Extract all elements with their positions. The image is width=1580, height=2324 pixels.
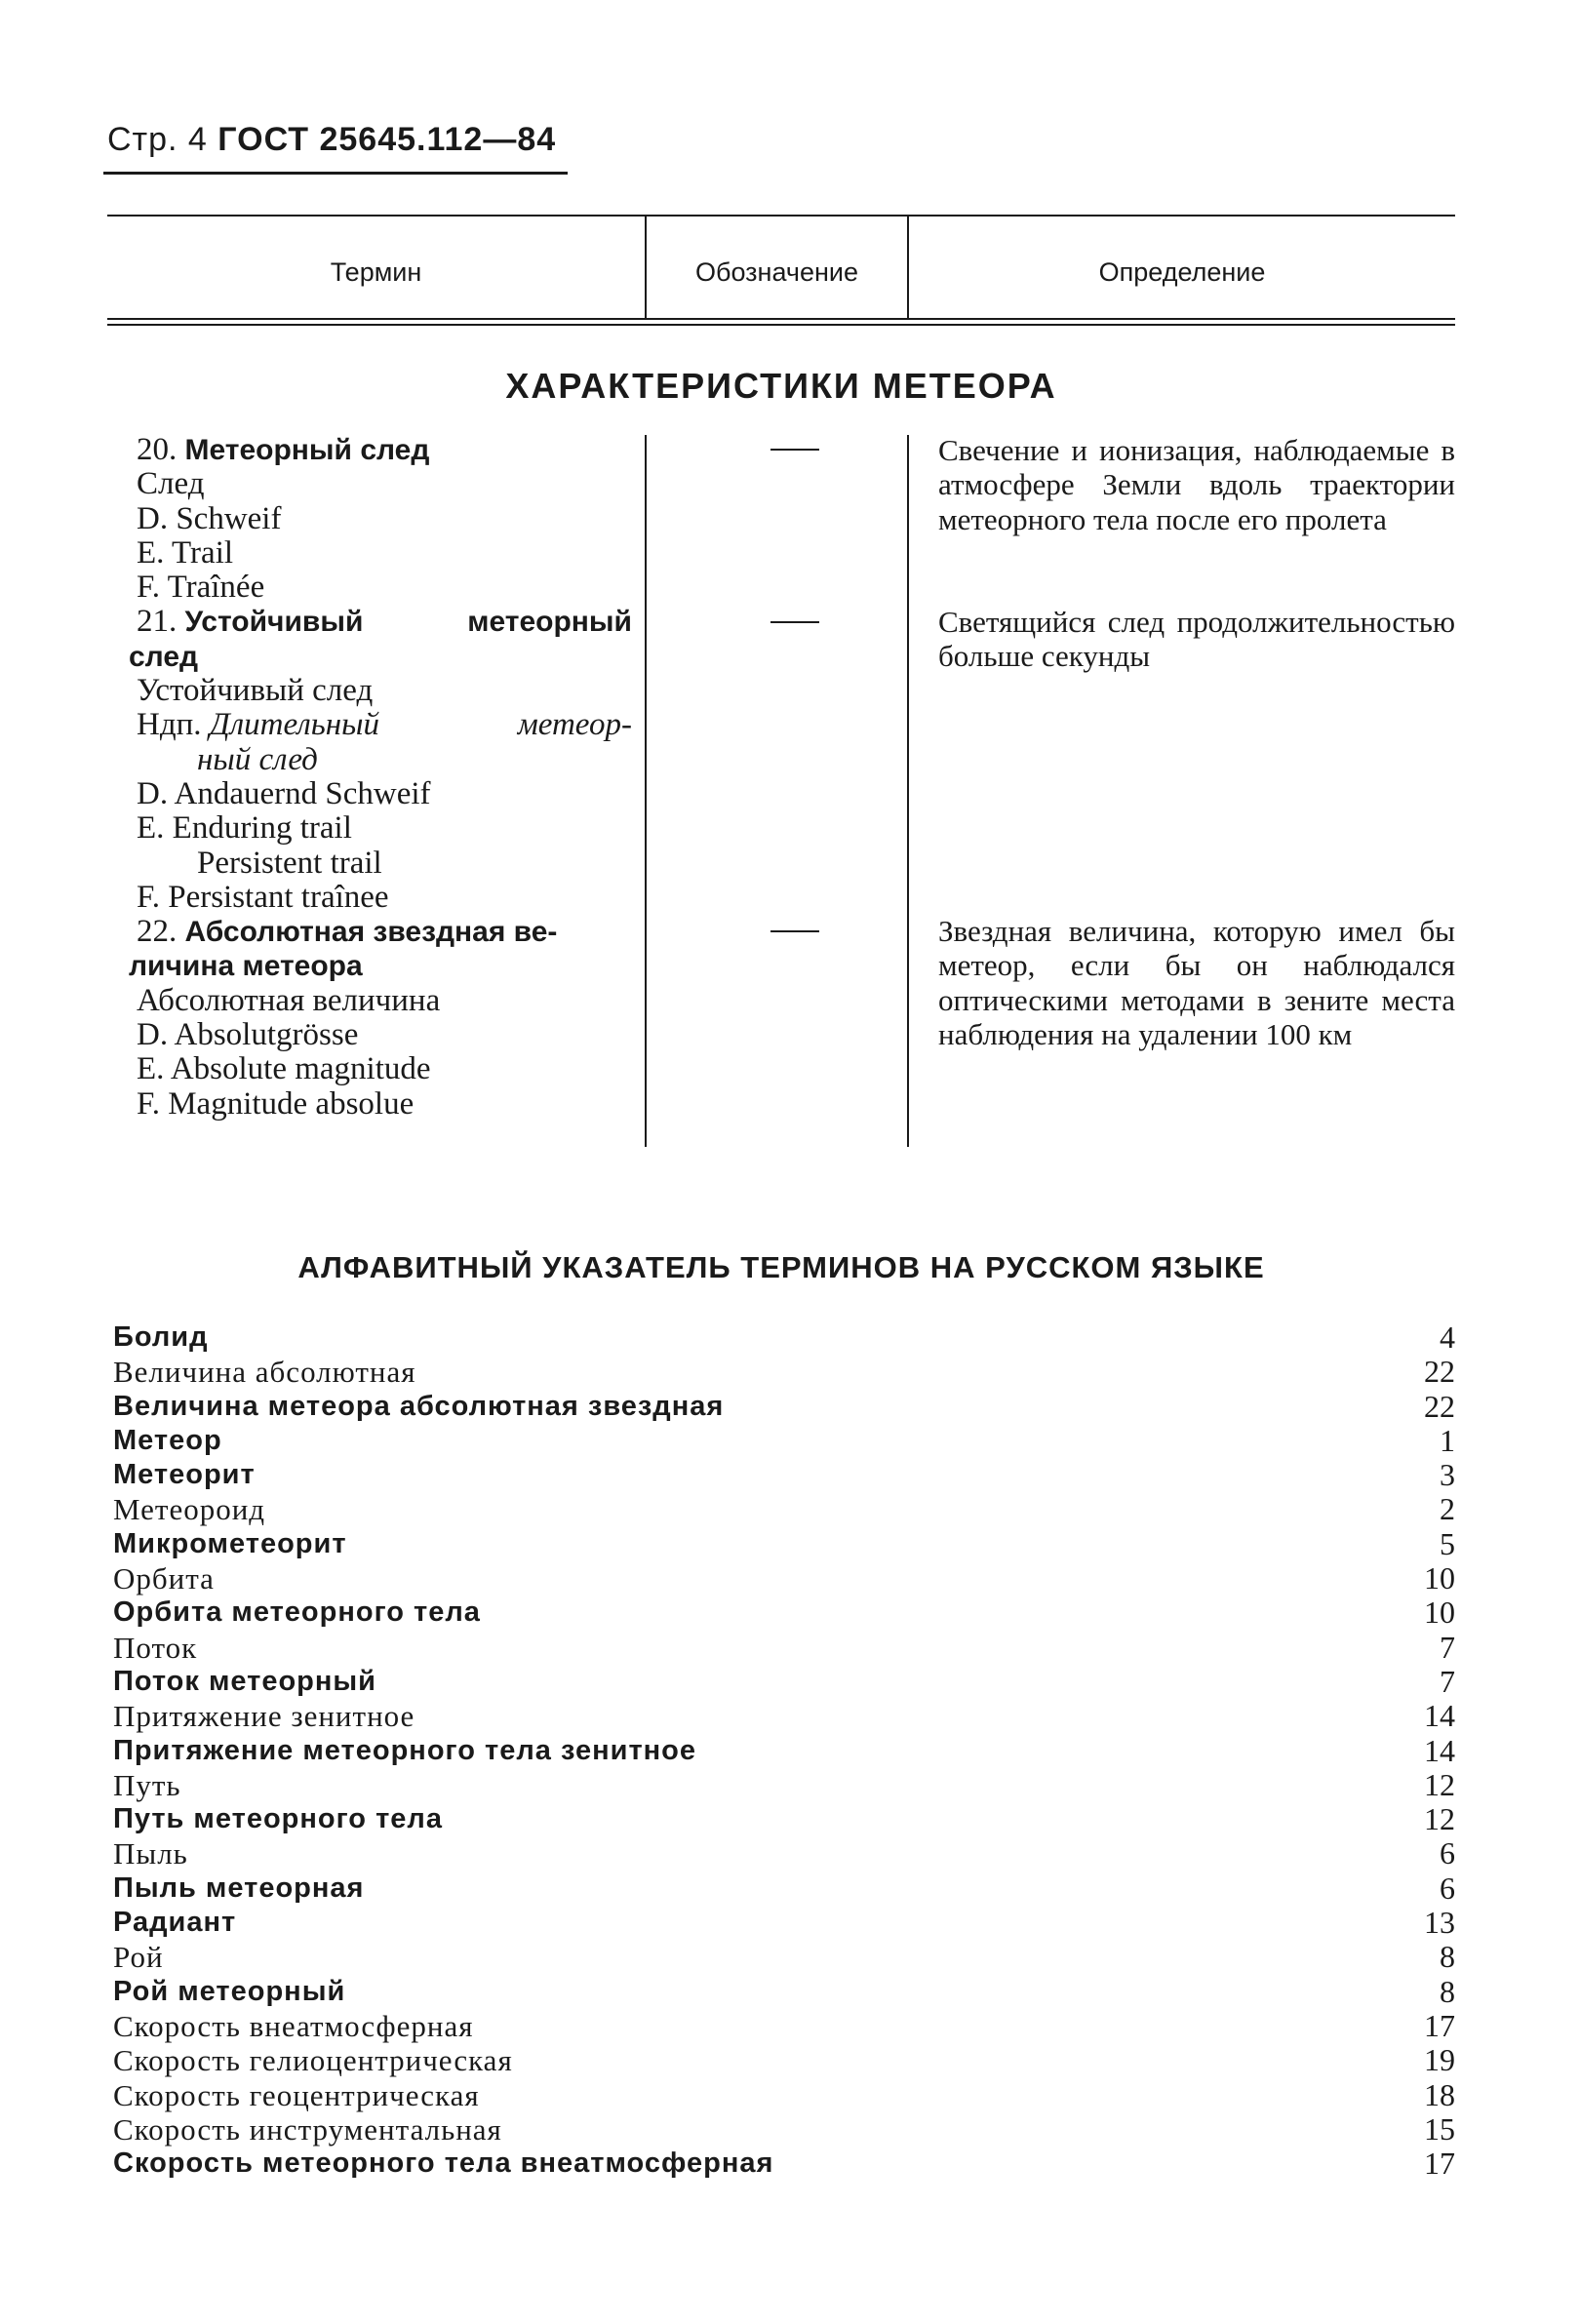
term-22-fr: F. Magnitude absolue xyxy=(137,1085,415,1122)
table-header-rule-1 xyxy=(107,318,1455,320)
term-20-synonym: След xyxy=(137,466,205,502)
index-row: Скорость внеатмосферная 17 xyxy=(113,2007,1455,2043)
index-row: Орбита метеорного тела 10 xyxy=(113,1595,1455,1631)
index-row: Величина абсолютная 22 xyxy=(113,1354,1455,1390)
index-row: Метеороид 2 xyxy=(113,1491,1455,1527)
term-22-heading-cont: личина метеора xyxy=(129,950,363,983)
header-underline xyxy=(103,172,568,175)
term-21-de: D. Andauernd Schweif xyxy=(137,775,431,811)
definition-20: Свечение и ионизация, наблюдаемые в атмосфере Земли вдоль траектории метеорного тела после его пролета xyxy=(938,433,1455,536)
index-row: Болид 4 xyxy=(113,1320,1455,1355)
column-header-symbol: Обозначение xyxy=(695,257,858,287)
index-row: Притяжение зенитное 14 xyxy=(113,1698,1455,1734)
symbol-20-dash xyxy=(770,449,819,451)
term-20-en: E. Trail xyxy=(137,534,234,571)
index-row: Скорость гелиоцентрическая 19 xyxy=(113,2042,1455,2078)
index-row: Скорость метеорного тела внеатмосферная 17 xyxy=(113,2146,1455,2182)
term-21-fr: F. Persistant traînee xyxy=(137,879,389,915)
index-row: Метеорит 3 xyxy=(113,1457,1455,1493)
page-header xyxy=(107,121,556,159)
body-divider-2 xyxy=(907,435,909,1147)
term-22-heading: 22. Абсолютная звездная ве- xyxy=(137,914,558,950)
index-row: Путь 12 xyxy=(113,1766,1455,1802)
term-column xyxy=(129,432,632,1122)
index-row: Пыль 6 xyxy=(113,1835,1455,1871)
index-row: Скорость геоцентрическая 18 xyxy=(113,2076,1455,2112)
term-21-heading: 21. Устойчивый метеорный xyxy=(137,604,632,640)
body-divider-1 xyxy=(645,435,647,1147)
definition-21: Светящийся след продолжительностью больше секунды xyxy=(938,605,1455,674)
index-list xyxy=(113,1320,1455,2181)
column-header-definition: Определение xyxy=(1098,257,1266,287)
symbol-22-dash xyxy=(770,930,819,932)
index-row: Радиант 13 xyxy=(113,1905,1455,1941)
term-21-deprecated-cont: ный след xyxy=(197,741,318,777)
term-21-en-alt: Persistent trail xyxy=(197,845,382,881)
table-top-rule xyxy=(107,215,1455,217)
term-21-synonym: Устойчивый след xyxy=(137,673,374,709)
page-number: Стр. 4 xyxy=(107,121,208,158)
column-header-term: Термин xyxy=(330,257,422,287)
index-row: Поток 7 xyxy=(113,1629,1455,1665)
index-row: Поток метеорный 7 xyxy=(113,1663,1455,1699)
term-20-de: D. Schweif xyxy=(137,500,282,536)
term-21-deprecated: Ндп. Длительный метеор- xyxy=(137,707,632,743)
term-22-synonym: Абсолютная величина xyxy=(137,982,441,1018)
index-row: Путь метеорного тела 12 xyxy=(113,1801,1455,1837)
term-22-en: E. Absolute magnitude xyxy=(137,1051,431,1087)
term-20-name: Метеорный след xyxy=(184,434,430,466)
index-title: АЛФАВИТНЫЙ УКАЗАТЕЛЬ ТЕРМИНОВ НА РУССКОМ ЯЗЫКЕ xyxy=(297,1250,1265,1284)
symbol-21-dash xyxy=(770,621,819,623)
index-row: Микрометеорит 5 xyxy=(113,1525,1455,1561)
index-row: Рой 8 xyxy=(113,1939,1455,1975)
index-row: Пыль метеорная 6 xyxy=(113,1870,1455,1906)
index-row: Рой метеорный 8 xyxy=(113,1973,1455,2009)
definition-22: Звездная величина, которую имел бы метеор, если бы он наблюдался оптическими методами в зените места наблюдения на удалении 100 км xyxy=(938,914,1455,1051)
index-row: Орбита 10 xyxy=(113,1560,1455,1596)
term-22-de: D. Absolutgrösse xyxy=(137,1017,359,1053)
index-row: Метеор 1 xyxy=(113,1422,1455,1458)
standard-number: ГОСТ 25645.112—84 xyxy=(217,121,557,158)
term-20-heading: 20. Метеорный след xyxy=(137,432,430,467)
table-header-rule-2 xyxy=(107,324,1455,326)
index-row: Притяжение метеорного тела зенитное 14 xyxy=(113,1732,1455,1768)
section-title: ХАРАКТЕРИСТИКИ МЕТЕОРА xyxy=(505,366,1057,406)
term-21-heading-cont: след xyxy=(129,640,199,673)
term-21-en: E. Enduring trail xyxy=(137,810,352,847)
index-row: Величина метеора абсолютная звездная 22 xyxy=(113,1388,1455,1424)
index-row: Скорость инструментальная 15 xyxy=(113,2110,1455,2147)
term-20-fr: F. Traînée xyxy=(137,570,265,606)
